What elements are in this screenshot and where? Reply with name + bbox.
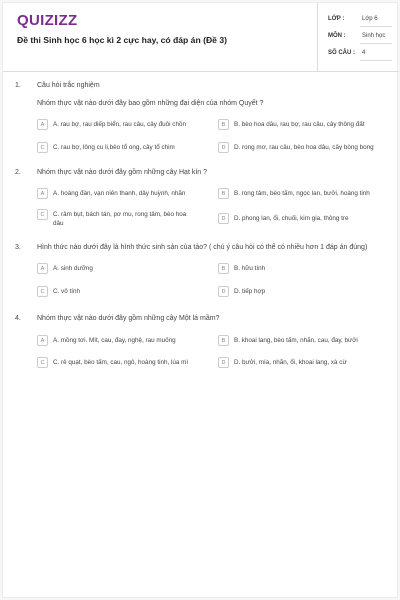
option-c[interactable] — [37, 210, 197, 228]
meta-label: MÔN : — [328, 33, 346, 39]
option-letter-box: B — [218, 188, 229, 199]
option-text: D. rong mơ, rau câu, bèo hoa dâu, cây bòng bong — [234, 144, 374, 151]
option-text: C. vô tính — [53, 288, 80, 295]
option-letter-box: A — [37, 119, 48, 130]
question-text: Hình thức nào dưới đây là hình thức sinh sản của tảo? ( chú ý câu hỏi có thể có nhiều hơn 1 đáp án đúng) — [37, 244, 368, 251]
option-text: A. rau bợ, rau diếp biển, rau câu, cây đuôi chồn — [53, 121, 186, 128]
option-b[interactable] — [218, 189, 393, 199]
question-text: Nhóm thực vật nào dưới đây gồm những cây Hạt kín ? — [37, 169, 208, 176]
option-text: A. mồng tơi. Mít, cau, đay, nghệ, rau muống — [53, 337, 176, 344]
option-text: B. rong tảm, bèo tấm, ngọc lan, bưởi, hoàng tinh — [234, 190, 370, 197]
meta-value: 4 — [362, 50, 366, 56]
meta-row-class — [318, 13, 400, 30]
question-number: 4. — [15, 315, 21, 322]
option-text: B. bèo hoa dâu, rau bợ, rau câu, cây thông đất — [234, 121, 365, 128]
option-d[interactable] — [218, 143, 393, 153]
option-letter-box: B — [218, 263, 229, 274]
option-text: D. bưởi, mía, nhãn, ổi, khoai lang, xà cừ — [234, 359, 347, 366]
meta-label: LỚP : — [328, 16, 345, 22]
option-text: B. khoai lang, bèo tấm, nhãn, cau, đay, bưởi — [234, 337, 358, 344]
question-section-label: Câu hỏi trắc nghiệm — [37, 82, 100, 89]
meta-row-count — [318, 47, 400, 64]
option-a[interactable] — [37, 336, 207, 346]
question-number: 1. — [15, 82, 21, 89]
option-letter-box: B — [218, 119, 229, 130]
option-a[interactable] — [37, 189, 207, 199]
question-text: Nhóm thực vật nào dưới đây bao gồm những đại diện của nhóm Quyết ? — [37, 100, 264, 107]
option-letter-box: D — [218, 357, 229, 368]
meta-panel — [317, 3, 400, 71]
option-text: C. rau bợ, lông cu li,bèo tổ ong, cây tổ chim — [53, 144, 175, 151]
question-number: 2. — [15, 169, 21, 176]
worksheet-page — [2, 2, 398, 598]
quizizz-logo: QUIZIZZ — [17, 12, 78, 29]
option-text: D. phong lan, ổi, chuối, kim gia, thông tre — [234, 215, 349, 222]
question-text: Nhóm thực vật nào dưới đây gồm những cây Một lá mầm? — [37, 315, 220, 322]
option-text: C. râm bụt, bách tán, pơ mu, rong tảm, bèo hoa dâu — [53, 211, 187, 227]
option-letter-box: D — [218, 142, 229, 153]
meta-value: Lớp 6 — [362, 16, 378, 22]
option-text: D. tiếp hợp — [234, 288, 266, 295]
option-d[interactable] — [218, 214, 393, 224]
option-d[interactable] — [218, 358, 393, 368]
option-c[interactable] — [37, 358, 207, 368]
option-letter-box: B — [218, 335, 229, 346]
meta-divider — [360, 43, 392, 44]
meta-label: SỐ CÂU : — [328, 50, 355, 56]
option-letter-box: C — [37, 142, 48, 153]
meta-value: Sinh học — [362, 33, 386, 39]
option-text: A. hoàng đàn, vạn niên thanh, dây huỳnh, nhãn — [53, 190, 186, 197]
worksheet-header — [3, 3, 399, 72]
option-text: A. sinh dưỡng — [53, 265, 93, 272]
option-letter-box: D — [218, 286, 229, 297]
option-letter-box: A — [37, 335, 48, 346]
option-a[interactable] — [37, 264, 207, 274]
option-letter-box: A — [37, 263, 48, 274]
worksheet-title: Đề thi Sinh học 6 học kì 2 cực hay, có đáp án (Đề 3) — [17, 35, 227, 45]
question-number: 3. — [15, 244, 21, 251]
option-d[interactable] — [218, 287, 393, 297]
option-letter-box: D — [218, 213, 229, 224]
option-letter-box: C — [37, 286, 48, 297]
option-letter-box: C — [37, 357, 48, 368]
option-b[interactable] — [218, 264, 393, 274]
option-b[interactable] — [218, 336, 393, 346]
option-a[interactable] — [37, 120, 207, 130]
option-c[interactable] — [37, 143, 207, 153]
option-text: C. rẻ quạt, bèo tấm, cau, ngô, hoàng tinh, lúa mì — [53, 359, 189, 366]
option-letter-box: C — [37, 209, 48, 220]
meta-divider — [360, 60, 392, 61]
meta-divider — [360, 26, 392, 27]
option-text: B. hữu tính — [234, 265, 266, 272]
option-letter-box: A — [37, 188, 48, 199]
option-c[interactable] — [37, 287, 207, 297]
meta-row-subject — [318, 30, 400, 47]
option-b[interactable] — [218, 120, 393, 130]
